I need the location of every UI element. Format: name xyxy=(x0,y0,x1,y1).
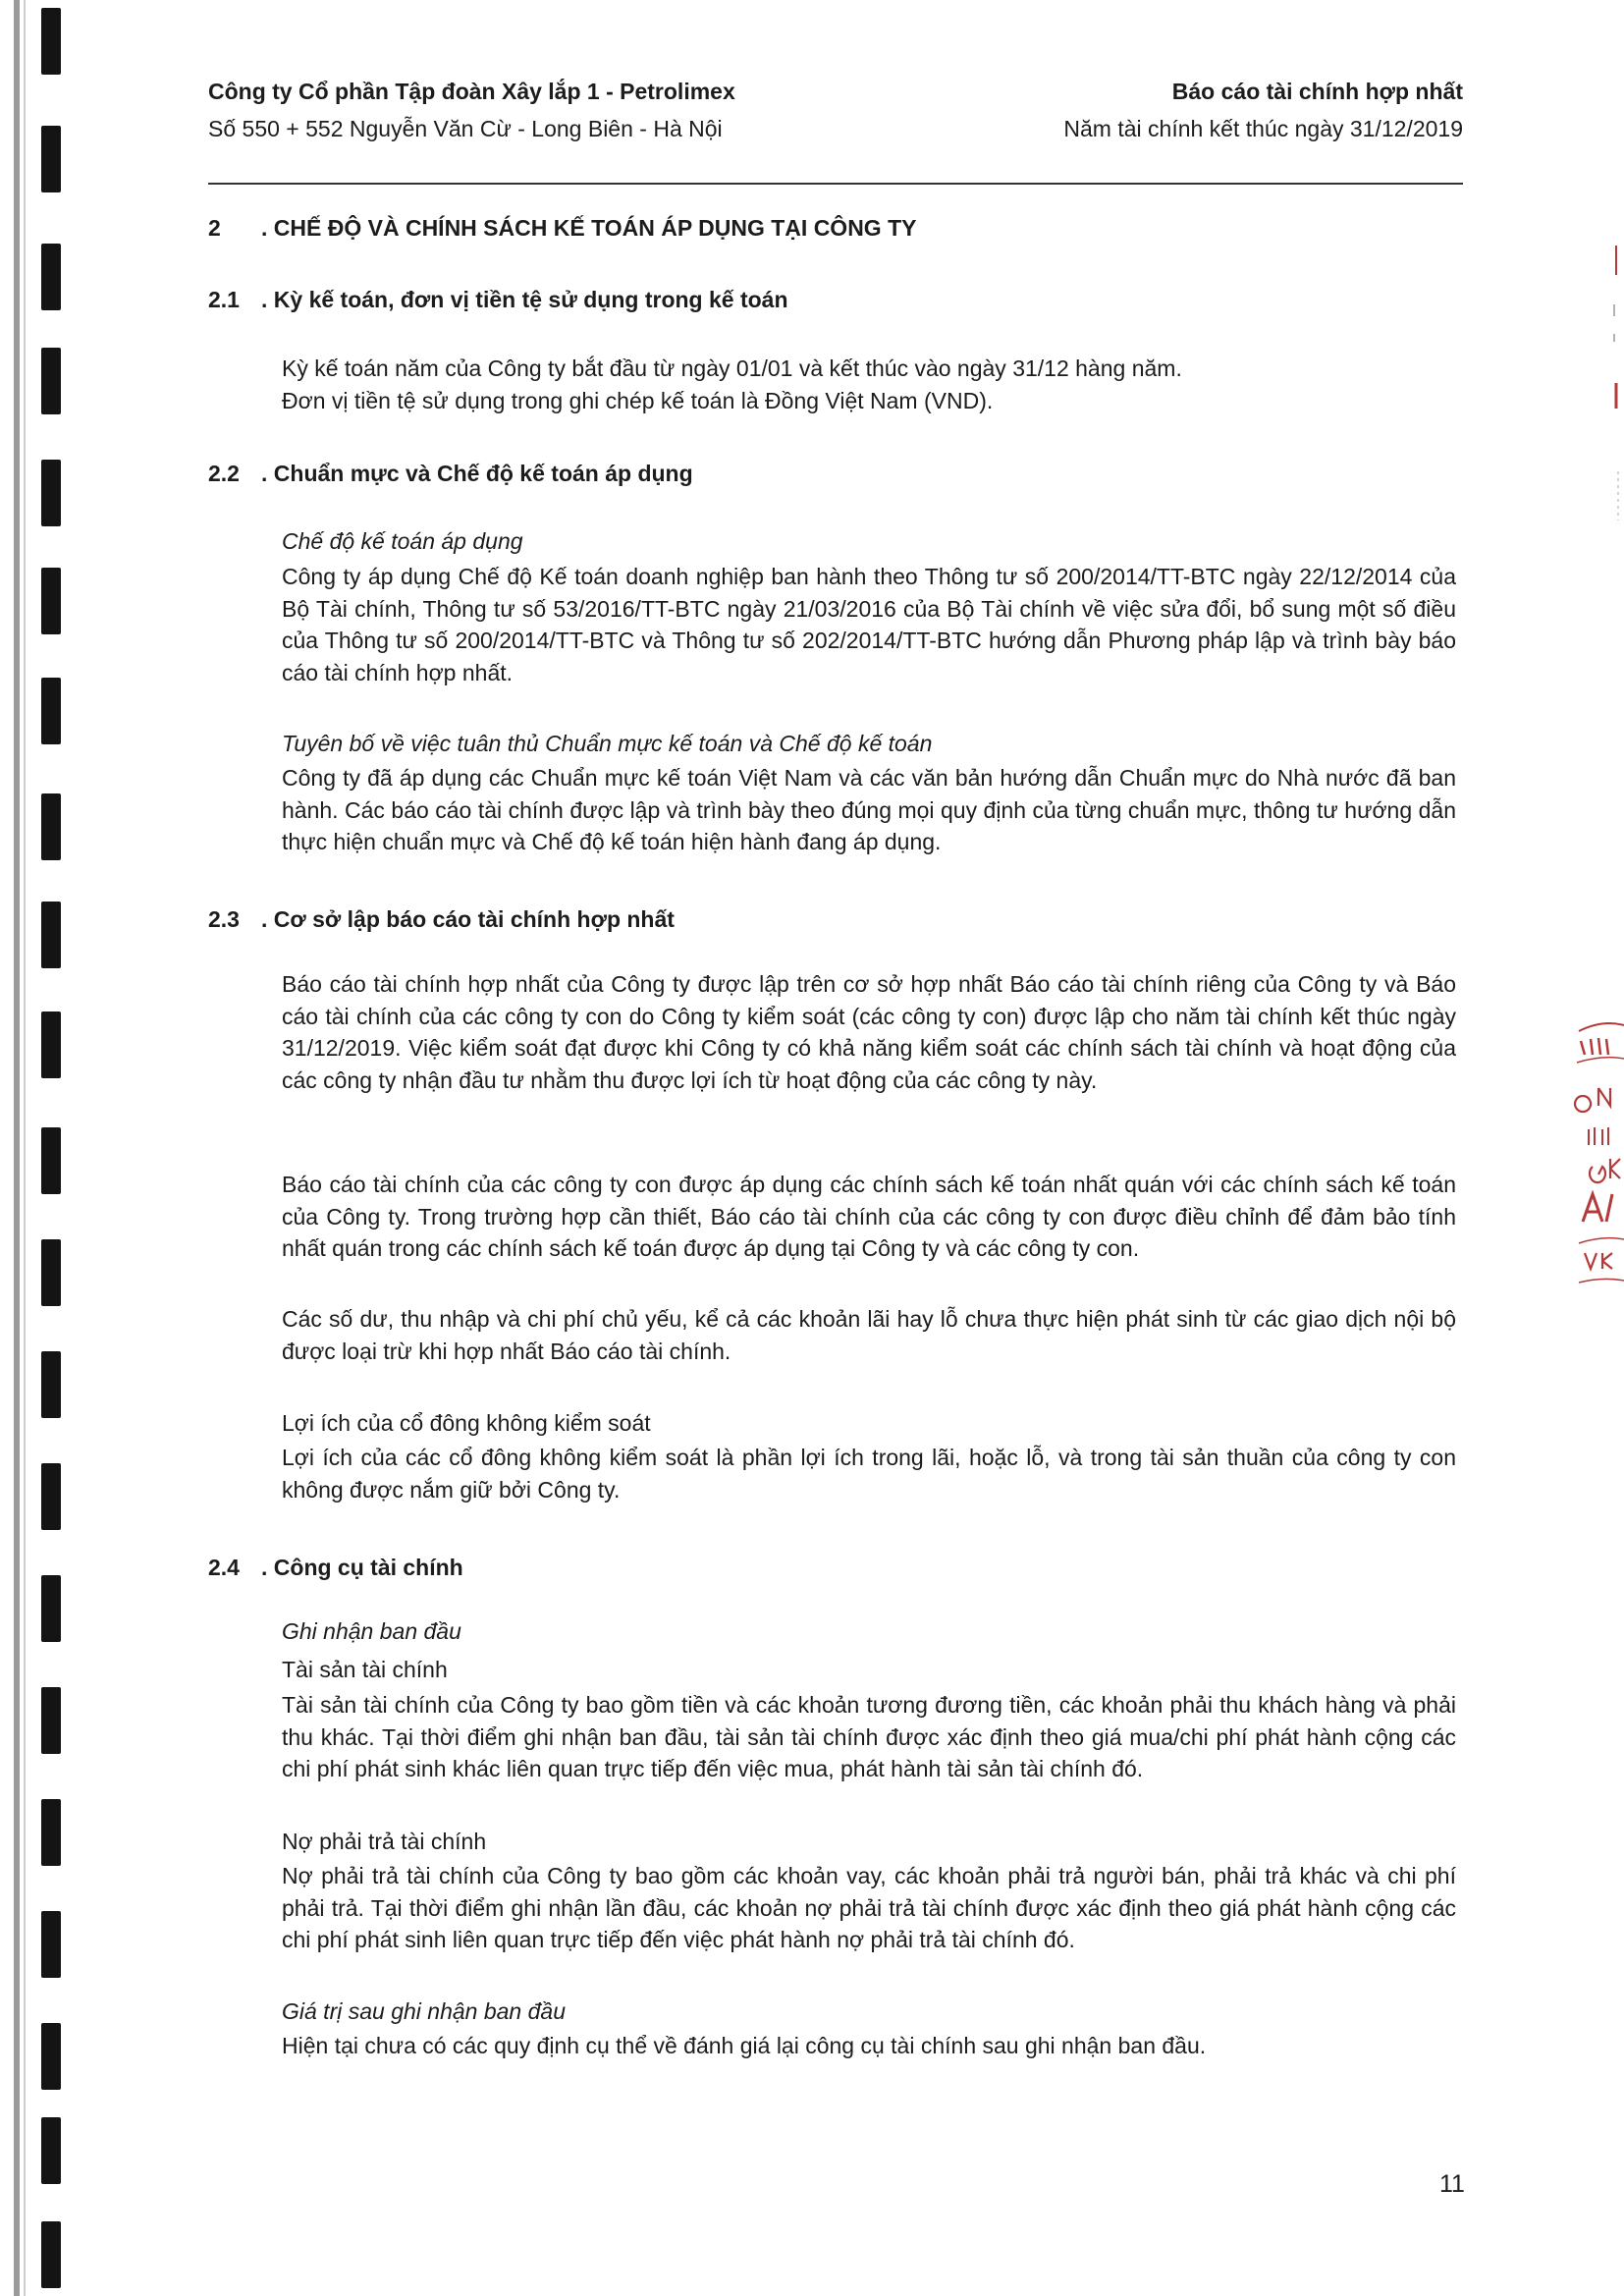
binder-hole xyxy=(41,244,61,310)
paragraph: Lợi ích của các cổ đông không kiểm soát là phần lợi ích trong lãi, hoặc lỗ, và trong tài sản thuần của công ty con không được nắm giữ bởi Công ty. xyxy=(282,1445,1456,1503)
section-heading: . CHẾ ĐỘ VÀ CHÍNH SÁCH KẾ TOÁN ÁP DỤNG TẠI CÔNG TY xyxy=(261,215,917,241)
binder-hole xyxy=(41,1127,61,1194)
paragraph: Công ty đã áp dụng các Chuẩn mực kế toán Việt Nam và các văn bản hướng dẫn Chuẩn mực do Nhà nước đã ban hành. Các báo cáo tài chính được lập và trình bày theo đúng mọi quy định của từng chuẩn mực, thông tư hướng dẫn thực hiện chuẩn mực và Chế độ kế toán hiện hành đang áp dụng. xyxy=(282,765,1456,854)
binder-hole xyxy=(41,348,61,414)
page-edge-line xyxy=(24,0,26,2296)
binder-hole xyxy=(41,126,61,192)
binder-hole xyxy=(41,2221,61,2288)
section-number: 2.4 xyxy=(208,1555,240,1580)
company-seal-fragment xyxy=(1563,1011,1624,1296)
paragraph: Các số dư, thu nhập và chi phí chủ yếu, kể cả các khoản lãi hay lỗ chưa thực hiện phát sinh từ các giao dịch nội bộ được loại trừ khi hợp nhất Báo cáo tài chính. xyxy=(282,1306,1456,1364)
subheading: Nợ phải trả tài chính xyxy=(282,1829,487,1854)
subheading: Chế độ kế toán áp dụng xyxy=(282,528,523,554)
paragraph: Công ty áp dụng Chế độ Kế toán doanh nghiệp ban hành theo Thông tư số 200/2014/TT-BTC ngày 22/12/2014 của Bộ Tài chính, Thông tư số 53/2016/TT-BTC ngày 21/03/2016 của Bộ Tài chính về việc sửa đổi, bổ sung một số điều của Thông tư số 200/2014/TT-BTC và Thông tư số 202/2014/TT-BTC hướng dẫn Phương pháp lập và trình bày báo cáo tài chính hợp nhất. xyxy=(282,564,1456,685)
binder-hole xyxy=(41,793,61,860)
paragraph: Báo cáo tài chính của các công ty con được áp dụng các chính sách kế toán nhất quán với các chính sách kế toán của Công ty. Trong trường hợp cần thiết, Báo cáo tài chính của các công ty con được điều chỉnh để đảm bảo tính nhất quán trong các chính sách kế toán được áp dụng tại Công ty và các công ty con. xyxy=(282,1172,1456,1261)
text-line: Đơn vị tiền tệ sử dụng trong ghi chép kế toán là Đồng Việt Nam (VND). xyxy=(282,387,994,413)
subheading: Tuyên bố về việc tuân thủ Chuẩn mực kế toán và Chế độ kế toán xyxy=(282,731,933,756)
binder-hole xyxy=(41,678,61,744)
binder-hole xyxy=(41,1687,61,1754)
section-heading: . Công cụ tài chính xyxy=(261,1555,463,1580)
binder-margin xyxy=(0,0,69,2296)
binder-hole xyxy=(41,1463,61,1530)
binder-hole xyxy=(41,2117,61,2184)
text-line: Kỳ kế toán năm của Công ty bắt đầu từ ngày 01/01 và kết thúc vào ngày 31/12 hàng năm. xyxy=(282,355,1182,381)
edge-marks xyxy=(1606,236,1624,530)
page-number: 11 xyxy=(1439,2170,1465,2198)
binder-hole xyxy=(41,1799,61,1866)
binder-hole xyxy=(41,1239,61,1306)
page-edge-shadow xyxy=(14,0,20,2296)
binder-hole xyxy=(41,8,61,75)
binder-hole xyxy=(41,460,61,526)
subheading: Ghi nhận ban đầu xyxy=(282,1618,461,1644)
company-address: Số 550 + 552 Nguyễn Văn Cừ - Long Biên - Hà Nội xyxy=(208,116,723,141)
paragraph: Tài sản tài chính của Công ty bao gồm tiền và các khoản tương đương tiền, các khoản phải thu khách hàng và phải thu khác. Tại thời điểm ghi nhận ban đầu, tài sản tài chính được xác định theo giá mua/chi phí phát hành cộng các chi phí phát sinh khác liên quan trực tiếp đến việc mua, phát hành tài sản tài chính đó. xyxy=(282,1692,1456,1781)
paragraph: Hiện tại chưa có các quy định cụ thể về đánh giá lại công cụ tài chính sau ghi nhận ban đầu. xyxy=(282,2033,1207,2058)
binder-hole xyxy=(41,1351,61,1418)
binder-hole xyxy=(41,1575,61,1642)
binder-hole xyxy=(41,1911,61,1978)
subheading: Lợi ích của cổ đông không kiểm soát xyxy=(282,1410,651,1436)
paragraph xyxy=(282,353,1456,416)
binder-hole xyxy=(41,568,61,634)
section-heading: . Chuẩn mực và Chế độ kế toán áp dụng xyxy=(261,461,693,486)
report-period: Năm tài chính kết thúc ngày 31/12/2019 xyxy=(1063,116,1463,141)
paragraph: Báo cáo tài chính hợp nhất của Công ty được lập trên cơ sở hợp nhất Báo cáo tài chính riêng của Công ty và Báo cáo tài chính của các công ty con do Công ty kiểm soát (các công ty con) được lập cho năm tài chính kết thúc ngày 31/12/2019. Việc kiểm soát đạt được khi Công ty có khả năng kiểm soát các chính sách tài chính và hoạt động của các công ty nhận đầu tư nhằm thu được lợi ích từ hoạt động của các công ty này. xyxy=(282,971,1456,1093)
section-number: 2.2 xyxy=(208,461,240,486)
section-heading: . Cơ sở lập báo cáo tài chính hợp nhất xyxy=(261,906,675,932)
company-name: Công ty Cổ phần Tập đoàn Xây lắp 1 - Petrolimex xyxy=(208,79,735,104)
section-number: 2.3 xyxy=(208,906,240,932)
binder-hole xyxy=(41,1011,61,1078)
page-header xyxy=(208,75,1463,185)
section-number: 2.1 xyxy=(208,287,240,312)
section-heading: . Kỳ kế toán, đơn vị tiền tệ sử dụng trong kế toán xyxy=(261,287,788,312)
subheading: Giá trị sau ghi nhận ban đầu xyxy=(282,1998,566,2024)
paragraph: Nợ phải trả tài chính của Công ty bao gồm các khoản vay, các khoản phải trả người bán, phải trả khác và chi phí phải trả. Tại thời điểm ghi nhận lần đầu, các khoản nợ phải trả tài chính được xác định theo giá phát hành cộng các chi phí phát sinh liên quan trực tiếp đến việc phát hành nợ phải trả tài chính đó. xyxy=(282,1863,1456,1952)
binder-hole xyxy=(41,902,61,968)
binder-hole xyxy=(41,2023,61,2090)
report-title: Báo cáo tài chính hợp nhất xyxy=(1171,79,1463,104)
subheading: Tài sản tài chính xyxy=(282,1657,448,1682)
section-number: 2 xyxy=(208,215,221,241)
